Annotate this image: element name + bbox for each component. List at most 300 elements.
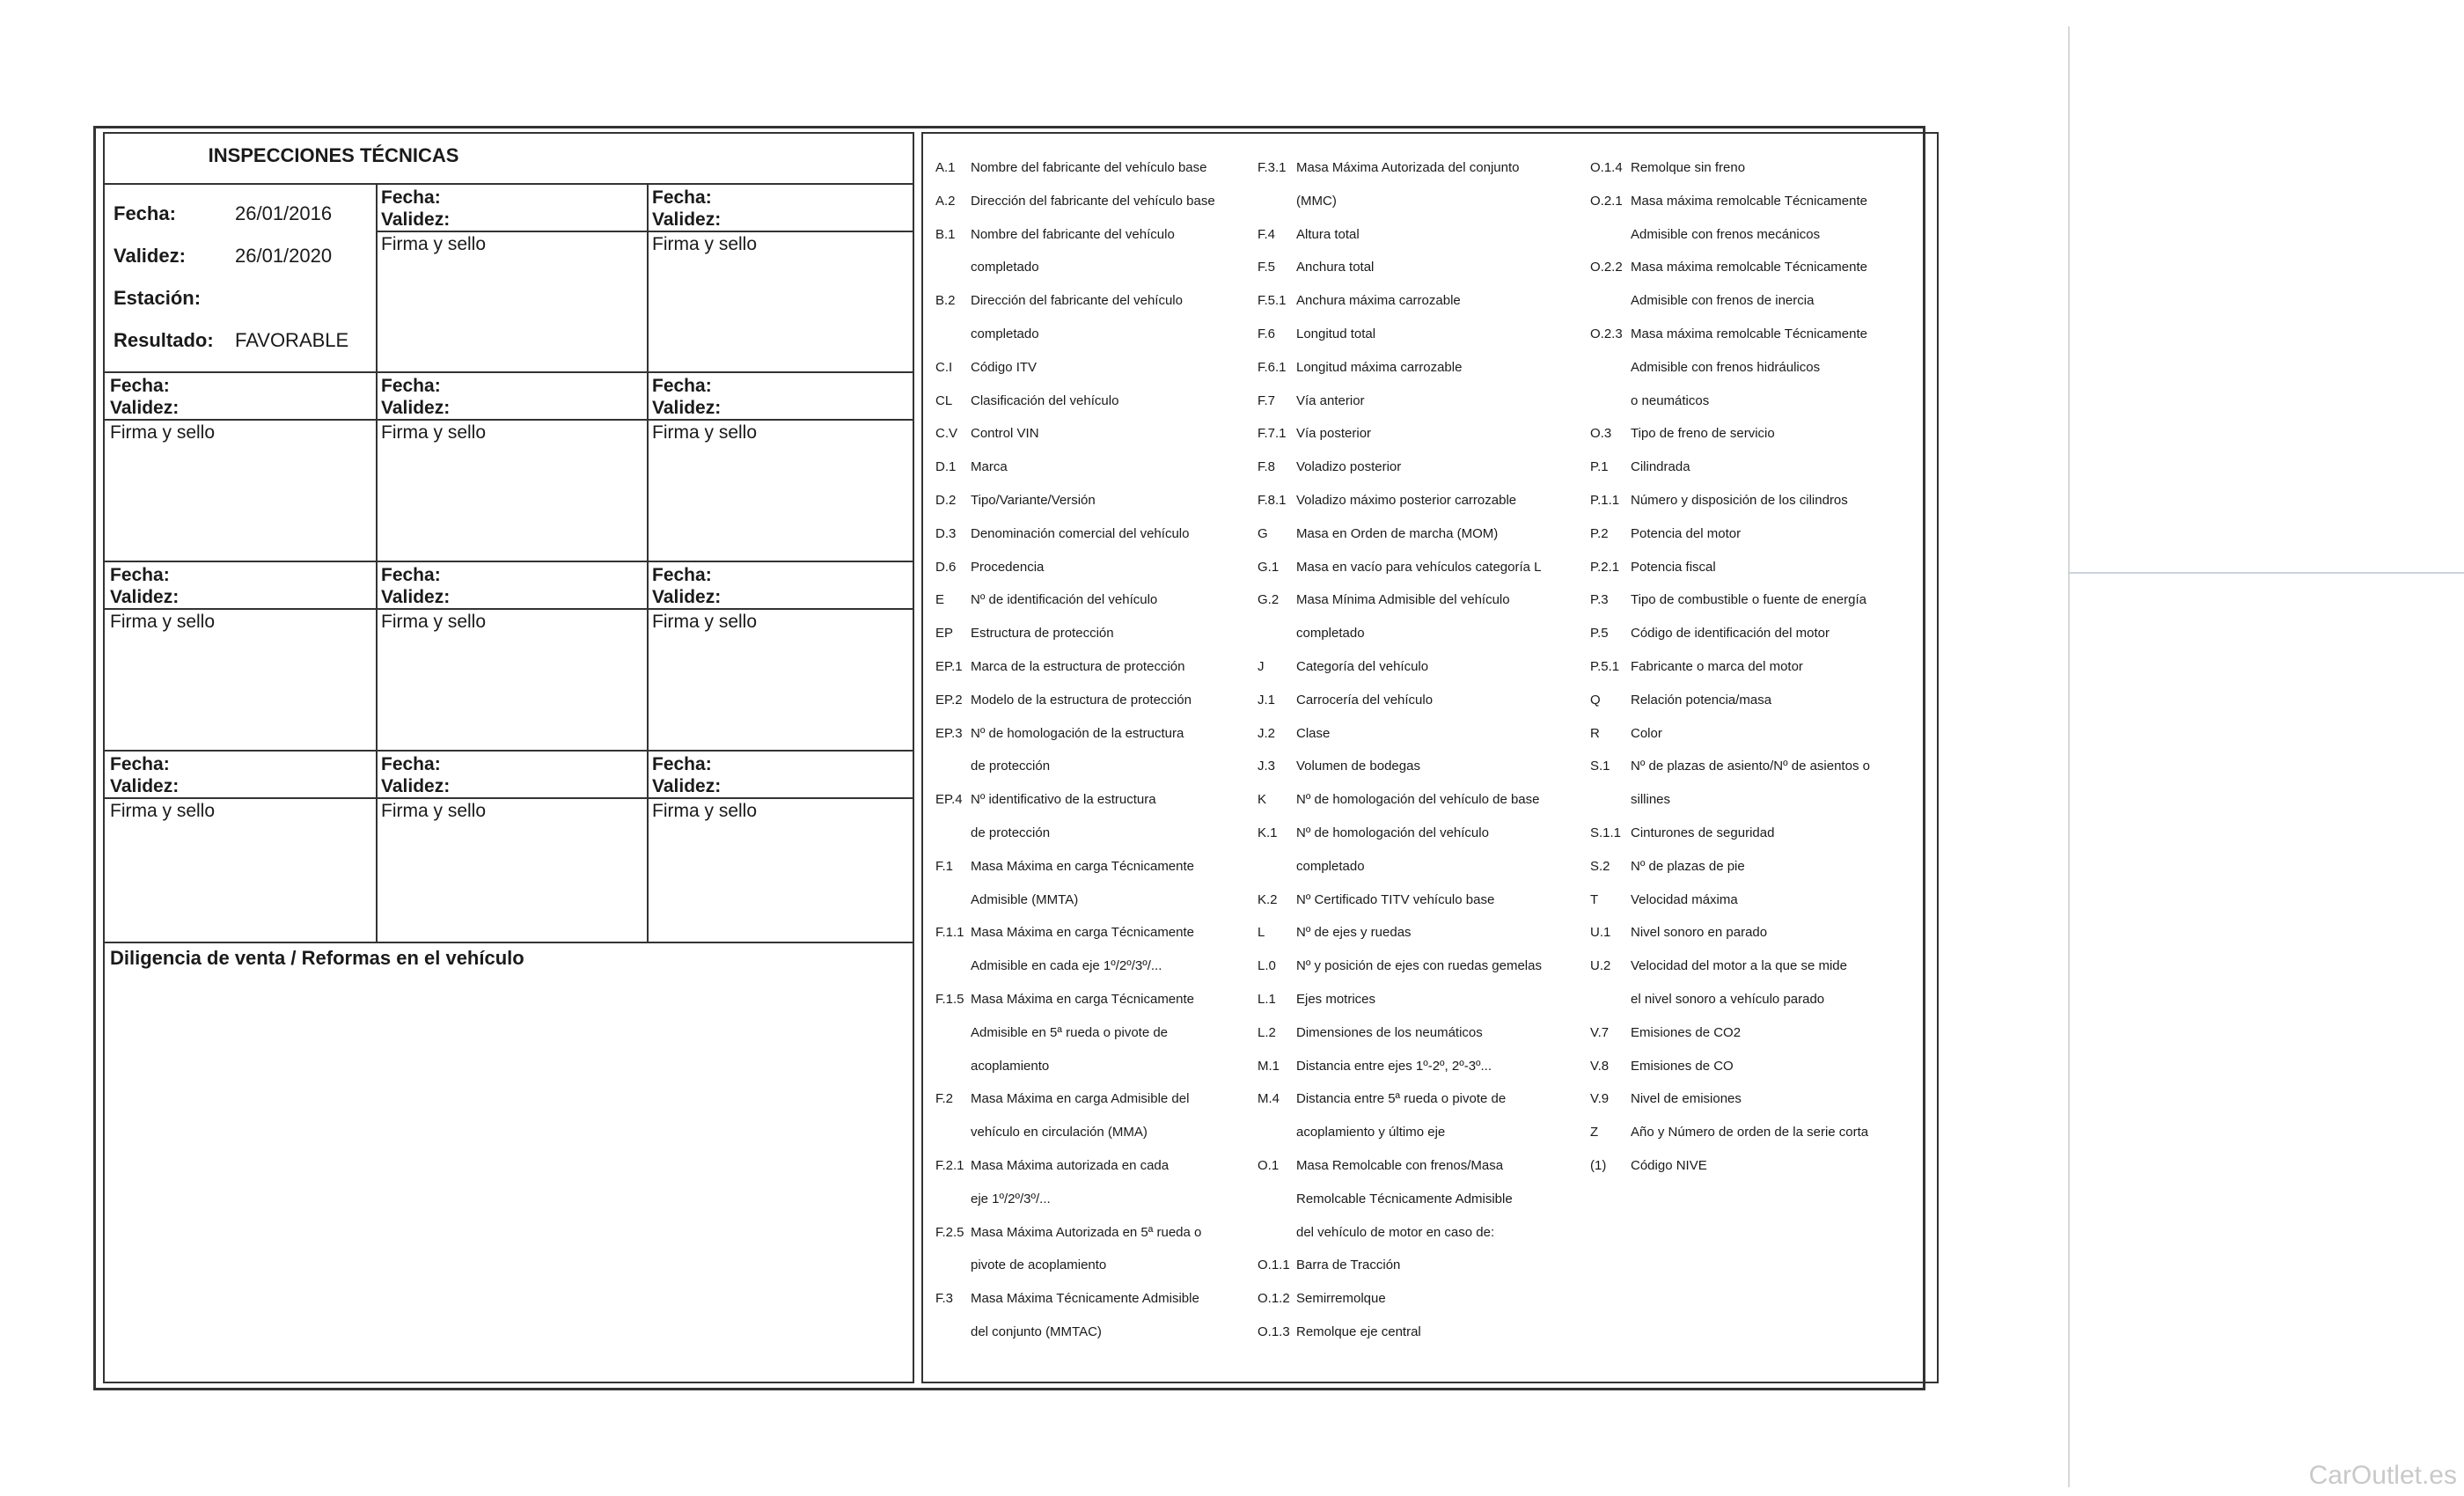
code-description: Masa Mínima Admisible del vehículo (1296, 592, 1510, 608)
code-description: Masa Máxima en carga Técnicamente (971, 858, 1195, 874)
code-description: Admisible (MMTA) (971, 891, 1079, 907)
code-description: Masa máxima remolcable Técnicamente (1631, 326, 1867, 341)
inspection-cell-r1-c3-fecha-label: Fecha: (652, 187, 712, 208)
code-description: Barra de Tracción (1296, 1258, 1401, 1273)
code-id: O.1 (1258, 1158, 1280, 1173)
code-entry (1590, 992, 1824, 1007)
code-id: O.2.1 (1590, 193, 1623, 209)
code-entry (1258, 526, 1498, 541)
code-description: de protección (971, 825, 1051, 840)
code-description: completado (1296, 858, 1365, 874)
code-entry (935, 1158, 1169, 1173)
code-description: Admisible en 5ª rueda o pivote de (971, 1024, 1169, 1040)
code-description: Dirección del fabricante del vehículo base (971, 193, 1215, 209)
code-description: Relación potencia/masa (1631, 692, 1772, 708)
first-fecha-label: Fecha: (114, 202, 176, 224)
code-id: P.1.1 (1590, 493, 1620, 508)
code-description: Código ITV (971, 359, 1038, 375)
code-description: Distancia entre 5ª rueda o pivote de (1296, 1091, 1507, 1107)
code-entry (1590, 426, 1775, 441)
code-entry (1590, 792, 1670, 807)
code-id: L.2 (1258, 1024, 1276, 1040)
code-description: Tipo de freno de servicio (1631, 426, 1775, 442)
row-divider-r1-header (376, 231, 914, 232)
code-entry (1258, 1324, 1421, 1339)
codes-legend-panel (921, 132, 1939, 1383)
code-entry (1590, 360, 1820, 375)
code-id: F.2.5 (935, 1224, 964, 1240)
code-description: Nivel sonoro en parado (1631, 925, 1768, 941)
code-id: A.2 (935, 193, 956, 209)
inspections-title: INSPECCIONES TÉCNICAS (208, 144, 459, 166)
code-id: O.1.3 (1258, 1324, 1290, 1339)
inspection-cell-r4-c2-firma-label: Firma y sello (381, 801, 487, 821)
code-id: C.I (935, 359, 953, 375)
code-id: U.2 (1590, 958, 1611, 974)
code-entry (1590, 925, 1767, 940)
code-entry (1258, 859, 1365, 874)
inspection-cell-r1-c2-fecha-label: Fecha: (381, 187, 441, 208)
code-entry (1590, 227, 1820, 242)
code-id: P.3 (1590, 592, 1609, 608)
code-id: F.2.1 (935, 1158, 964, 1173)
code-description: Ejes motrices (1296, 992, 1376, 1007)
code-description: Nº de plazas de asiento/Nº de asientos o (1631, 759, 1870, 774)
code-description: Estructura de protección (971, 626, 1114, 642)
first-resultado-label: Resultado: (114, 329, 214, 351)
code-entry (1258, 1158, 1503, 1173)
code-entry (935, 1091, 1189, 1106)
code-description: del vehículo de motor en caso de: (1296, 1224, 1495, 1240)
code-description: Categoría del vehículo (1296, 659, 1429, 674)
code-entry (1258, 1225, 1494, 1240)
row-divider-r4-header (105, 797, 913, 799)
code-entry (935, 759, 1050, 774)
code-id: J (1258, 659, 1265, 674)
code-description: Nº de identificación del vehículo (971, 592, 1158, 608)
code-description: Masa Máxima Autorizada en 5ª rueda o (971, 1224, 1202, 1240)
code-id: F.3 (935, 1291, 954, 1307)
code-description: Carrocería del vehículo (1296, 692, 1434, 708)
code-entry (935, 1125, 1148, 1140)
code-description: Año y Número de orden de la serie corta (1631, 1125, 1869, 1140)
inspection-cell-r3-c1-validez-label: Validez: (110, 587, 180, 607)
code-entry (935, 1258, 1106, 1272)
code-description: Clasificación del vehículo (971, 392, 1119, 408)
inspection-cell-r1-c3-firma-label: Firma y sello (652, 234, 758, 254)
code-id: S.1.1 (1590, 825, 1622, 840)
code-id: S.2 (1590, 858, 1610, 874)
code-description: Velocidad máxima (1631, 891, 1738, 907)
code-id: EP.2 (935, 692, 963, 708)
code-id: F.7 (1258, 392, 1276, 408)
code-entry (1590, 260, 1867, 275)
code-entry (1258, 1258, 1400, 1272)
code-id: Q (1590, 692, 1601, 708)
code-description: del conjunto (MMTAC) (971, 1324, 1102, 1339)
code-entry (1590, 693, 1771, 708)
code-entry (935, 293, 1183, 308)
page-edge (2068, 26, 2070, 1487)
first-validez-label: Validez: (114, 245, 186, 267)
code-id: EP.3 (935, 725, 963, 741)
code-description: Dirección del fabricante del vehículo (971, 293, 1183, 309)
code-id: K (1258, 792, 1267, 808)
code-id: D.3 (935, 525, 957, 541)
code-id: G (1258, 525, 1268, 541)
code-entry (1258, 759, 1420, 774)
diligencia-divider (105, 942, 913, 943)
row-divider-r4 (105, 750, 913, 752)
code-entry (935, 526, 1189, 541)
code-description: Volumen de bodegas (1296, 759, 1420, 774)
code-description: Nº de homologación de la estructura (971, 725, 1184, 741)
inspection-cell-r3-c3-firma-label: Firma y sello (652, 612, 758, 632)
code-description: Masa en vacío para vehículos categoría L (1296, 559, 1542, 575)
code-description: Nº de plazas de pie (1631, 858, 1745, 874)
inspection-cell-r4-c3-fecha-label: Fecha: (652, 754, 712, 774)
code-description: Vía posterior (1296, 426, 1372, 442)
code-entry (1258, 393, 1365, 408)
row-divider-r3 (105, 561, 913, 562)
code-description: Código NIVE (1631, 1158, 1707, 1173)
code-id: G.2 (1258, 592, 1280, 608)
code-id: P.2 (1590, 525, 1609, 541)
code-id: V.7 (1590, 1024, 1610, 1040)
code-entry (1590, 759, 1870, 774)
code-entry (935, 360, 1037, 375)
diligencia-title: Diligencia de venta / Reformas en el vehículo (110, 947, 524, 969)
code-entry (1590, 1125, 1868, 1140)
code-description: Emisiones de CO (1631, 1058, 1734, 1074)
code-description: Longitud máxima carrozable (1296, 359, 1463, 375)
code-description: completado (1296, 626, 1365, 642)
code-id: Z (1590, 1125, 1599, 1140)
code-entry (935, 1059, 1049, 1074)
code-description: Remolque eje central (1296, 1324, 1421, 1339)
code-description: Masa máxima remolcable Técnicamente (1631, 260, 1867, 275)
code-id: L.0 (1258, 958, 1276, 974)
code-entry (1258, 360, 1462, 375)
first-validez-value: 26/01/2020 (235, 245, 333, 267)
side-rule (2068, 572, 2464, 574)
code-entry (1258, 1192, 1513, 1206)
code-id: P.5 (1590, 626, 1609, 642)
inspection-cell-r3-c1-firma-label: Firma y sello (110, 612, 216, 632)
code-entry (1590, 1158, 1707, 1173)
code-description: Nº identificativo de la estructura (971, 792, 1156, 808)
code-description: Dimensiones de los neumáticos (1296, 1024, 1483, 1040)
code-description: Remolque sin freno (1631, 160, 1746, 175)
code-entry (1258, 160, 1519, 175)
code-id: B.2 (935, 293, 956, 309)
code-description: Vía anterior (1296, 392, 1365, 408)
code-id: V.9 (1590, 1091, 1610, 1107)
code-description: Anchura total (1296, 260, 1375, 275)
code-entry (935, 160, 1207, 175)
code-entry (935, 426, 1039, 441)
code-entry (935, 925, 1194, 940)
code-entry (1590, 1025, 1741, 1040)
inspection-cell-r2-c2-validez-label: Validez: (381, 398, 451, 418)
inspection-cell-r4-c2-fecha-label: Fecha: (381, 754, 441, 774)
code-id: V.8 (1590, 1058, 1610, 1074)
code-entry (1258, 659, 1428, 674)
code-description: Admisible con frenos mecánicos (1631, 226, 1821, 242)
code-id: A.1 (935, 160, 956, 175)
inspection-cell-r3-c2-fecha-label: Fecha: (381, 565, 441, 585)
code-entry (935, 825, 1050, 840)
code-id: F.6.1 (1258, 359, 1287, 375)
code-entry (1258, 958, 1542, 973)
code-id: O.3 (1590, 426, 1612, 442)
code-entry (1258, 426, 1371, 441)
code-description: Remolcable Técnicamente Admisible (1296, 1191, 1513, 1206)
code-description: pivote de acoplamiento (971, 1258, 1107, 1273)
row-divider-r2-header (105, 419, 913, 421)
code-entry (1258, 693, 1433, 708)
code-id: F.5 (1258, 260, 1276, 275)
code-id: F.8.1 (1258, 493, 1287, 508)
code-id: P.2.1 (1590, 559, 1620, 575)
code-entry (1258, 992, 1375, 1007)
code-description: Tipo/Variante/Versión (971, 493, 1096, 508)
code-entry (1590, 459, 1690, 474)
inspection-cell-r3-c3-validez-label: Validez: (652, 587, 722, 607)
code-id: O.1.1 (1258, 1258, 1290, 1273)
code-entry (1258, 626, 1365, 641)
code-description: Masa Máxima en carga Técnicamente (971, 992, 1195, 1007)
code-description: Nombre del fabricante del vehículo base (971, 160, 1207, 175)
code-description: Masa Máxima Autorizada del conjunto (1296, 160, 1520, 175)
code-description: Fabricante o marca del motor (1631, 659, 1803, 674)
code-entry (1590, 293, 1814, 308)
code-entry (935, 992, 1194, 1007)
code-id: F.7.1 (1258, 426, 1287, 442)
code-description: Masa Máxima en carga Admisible del (971, 1091, 1190, 1107)
first-resultado-value: FAVORABLE (235, 329, 349, 351)
code-description: vehículo en circulación (MMA) (971, 1125, 1148, 1140)
code-entry (1258, 194, 1337, 209)
code-entry (1590, 1059, 1734, 1074)
code-entry (935, 626, 1114, 641)
inspection-cell-r1-c2-validez-label: Validez: (381, 209, 451, 230)
code-description: Masa Remolcable con frenos/Masa (1296, 1158, 1504, 1173)
code-id: O.1.2 (1258, 1291, 1290, 1307)
code-entry (1590, 393, 1709, 408)
code-description: completado (971, 326, 1039, 341)
first-fecha-value: 26/01/2016 (235, 202, 333, 224)
code-id: L (1258, 925, 1265, 941)
inspection-cell-r3-c3-fecha-label: Fecha: (652, 565, 712, 585)
code-entry (1258, 792, 1540, 807)
code-entry (1258, 1291, 1386, 1306)
inspection-cell-r2-c3-firma-label: Firma y sello (652, 422, 758, 443)
title-divider (105, 183, 913, 185)
code-id: F.5.1 (1258, 293, 1287, 309)
code-entry (935, 892, 1078, 907)
code-id: J.2 (1258, 725, 1276, 741)
code-id: K.2 (1258, 891, 1278, 907)
code-description: Número y disposición de los cilindros (1631, 493, 1848, 508)
code-entry (1590, 958, 1847, 973)
code-id: F.1 (935, 858, 954, 874)
inspection-cell-r3-c2-firma-label: Firma y sello (381, 612, 487, 632)
code-entry (1590, 493, 1848, 508)
code-entry (935, 560, 1044, 575)
code-id: M.1 (1258, 1058, 1280, 1074)
code-description: Modelo de la estructura de protección (971, 692, 1192, 708)
row-divider-r3-header (105, 608, 913, 610)
code-description: Procedencia (971, 559, 1045, 575)
code-entry (1258, 459, 1401, 474)
code-entry (935, 227, 1175, 242)
code-description: Marca (971, 459, 1008, 475)
code-description: Color (1631, 725, 1662, 741)
code-entry (935, 659, 1184, 674)
code-id: EP.1 (935, 659, 963, 674)
code-id: K.1 (1258, 825, 1278, 840)
inspection-cell-r2-c2-firma-label: Firma y sello (381, 422, 487, 443)
inspection-cell-r1-c3-validez-label: Validez: (652, 209, 722, 230)
code-description: Cilindrada (1631, 459, 1690, 475)
column-divider-2 (647, 183, 649, 943)
code-entry (1258, 825, 1489, 840)
code-description: o neumáticos (1631, 392, 1710, 408)
inspection-cell-r4-c2-validez-label: Validez: (381, 776, 451, 796)
code-entry (935, 326, 1039, 341)
code-id: F.3.1 (1258, 160, 1287, 175)
code-description: completado (971, 260, 1039, 275)
code-description: de protección (971, 759, 1051, 774)
code-description: Nº de homologación del vehículo (1296, 825, 1489, 840)
inspection-cell-r4-c1-validez-label: Validez: (110, 776, 180, 796)
code-description: Voladizo máximo posterior carrozable (1296, 493, 1517, 508)
code-description: el nivel sonoro a vehículo parado (1631, 992, 1825, 1007)
row-divider-r2 (105, 371, 913, 373)
code-entry (1590, 592, 1866, 607)
code-entry (1258, 293, 1461, 308)
code-description: Distancia entre ejes 1º-2º, 2º-3º... (1296, 1058, 1492, 1074)
inspection-cell-r2-c1-validez-label: Validez: (110, 398, 180, 418)
code-description: Masa Máxima Técnicamente Admisible (971, 1291, 1199, 1307)
column-divider-1 (376, 183, 378, 943)
code-id: F.1.1 (935, 925, 964, 941)
code-entry (1590, 626, 1830, 641)
code-entry (1258, 326, 1375, 341)
code-description: acoplamiento (971, 1058, 1050, 1074)
code-description: Masa Máxima en carga Técnicamente (971, 925, 1195, 941)
inspections-panel (103, 132, 914, 1383)
code-id: E (935, 592, 945, 608)
code-entry (935, 958, 1162, 973)
code-id: P.5.1 (1590, 659, 1620, 674)
code-id: EP.4 (935, 792, 963, 808)
code-entry (1590, 859, 1745, 874)
code-id: B.1 (935, 226, 956, 242)
code-entry (1590, 726, 1662, 741)
code-entry (1258, 560, 1542, 575)
inspection-cell-r4-c3-validez-label: Validez: (652, 776, 722, 796)
code-description: Masa en Orden de marcha (MOM) (1296, 525, 1499, 541)
code-entry (1258, 227, 1360, 242)
code-description: Masa Máxima autorizada en cada (971, 1158, 1170, 1173)
code-entry (1590, 160, 1745, 175)
code-id: EP (935, 626, 954, 642)
code-entry (935, 1291, 1199, 1306)
code-entry (1258, 892, 1494, 907)
code-description: Masa máxima remolcable Técnicamente (1631, 193, 1867, 209)
code-description: Nº de ejes y ruedas (1296, 925, 1412, 941)
code-description: Código de identificación del motor (1631, 626, 1830, 642)
code-description: eje 1º/2º/3º/... (971, 1191, 1051, 1206)
inspection-cell-r2-c1-firma-label: Firma y sello (110, 422, 216, 443)
code-id: F.8 (1258, 459, 1276, 475)
code-description: Clase (1296, 725, 1331, 741)
inspection-cell-r2-c3-fecha-label: Fecha: (652, 376, 712, 396)
code-description: Cinturones de seguridad (1631, 825, 1775, 840)
inspection-cell-r4-c1-firma-label: Firma y sello (110, 801, 216, 821)
code-id: O.1.4 (1590, 160, 1623, 175)
code-id: U.1 (1590, 925, 1611, 941)
code-entry (1258, 726, 1330, 741)
code-id: L.1 (1258, 992, 1276, 1007)
code-id: F.1.5 (935, 992, 964, 1007)
code-entry (935, 592, 1157, 607)
code-entry (935, 493, 1096, 508)
inspection-cell-r4-c3-firma-label: Firma y sello (652, 801, 758, 821)
code-entry (1590, 659, 1803, 674)
code-entry (1590, 194, 1867, 209)
code-description: Velocidad del motor a la que se mide (1631, 958, 1847, 974)
inspection-cell-r4-c1-fecha-label: Fecha: (110, 754, 170, 774)
code-id: G.1 (1258, 559, 1280, 575)
inspection-cell-r2-c1-fecha-label: Fecha: (110, 376, 170, 396)
code-entry (935, 726, 1184, 741)
code-entry (1258, 1025, 1483, 1040)
code-entry (1258, 1059, 1492, 1074)
code-description: Potencia del motor (1631, 525, 1742, 541)
code-description: Nº y posición de ejes con ruedas gemelas (1296, 958, 1542, 974)
inspection-cell-r3-c1-fecha-label: Fecha: (110, 565, 170, 585)
inspection-cell-r2-c3-validez-label: Validez: (652, 398, 722, 418)
code-description: acoplamiento y último eje (1296, 1125, 1446, 1140)
code-description: Nº de homologación del vehículo de base (1296, 792, 1540, 808)
code-entry (935, 459, 1008, 474)
code-entry (1590, 1091, 1742, 1106)
code-id: T (1590, 891, 1599, 907)
code-description: Semirremolque (1296, 1291, 1386, 1307)
code-id: F.4 (1258, 226, 1276, 242)
code-description: Admisible en cada eje 1º/2º/3º/... (971, 958, 1162, 974)
code-description: Potencia fiscal (1631, 559, 1716, 575)
code-id: D.1 (935, 459, 957, 475)
code-entry (1590, 526, 1741, 541)
code-entry (935, 1225, 1201, 1240)
inspection-cell-r3-c2-validez-label: Validez: (381, 587, 451, 607)
code-description: Altura total (1296, 226, 1360, 242)
code-entry (935, 393, 1118, 408)
code-id: J.3 (1258, 759, 1276, 774)
code-entry (935, 693, 1192, 708)
code-id: J.1 (1258, 692, 1276, 708)
code-description: Emisiones de CO2 (1631, 1024, 1742, 1040)
code-description: Nº Certificado TITV vehículo base (1296, 891, 1495, 907)
code-description: Voladizo posterior (1296, 459, 1402, 475)
code-description: Control VIN (971, 426, 1039, 442)
code-id: (1) (1590, 1158, 1607, 1173)
code-description: (MMC) (1296, 193, 1337, 209)
